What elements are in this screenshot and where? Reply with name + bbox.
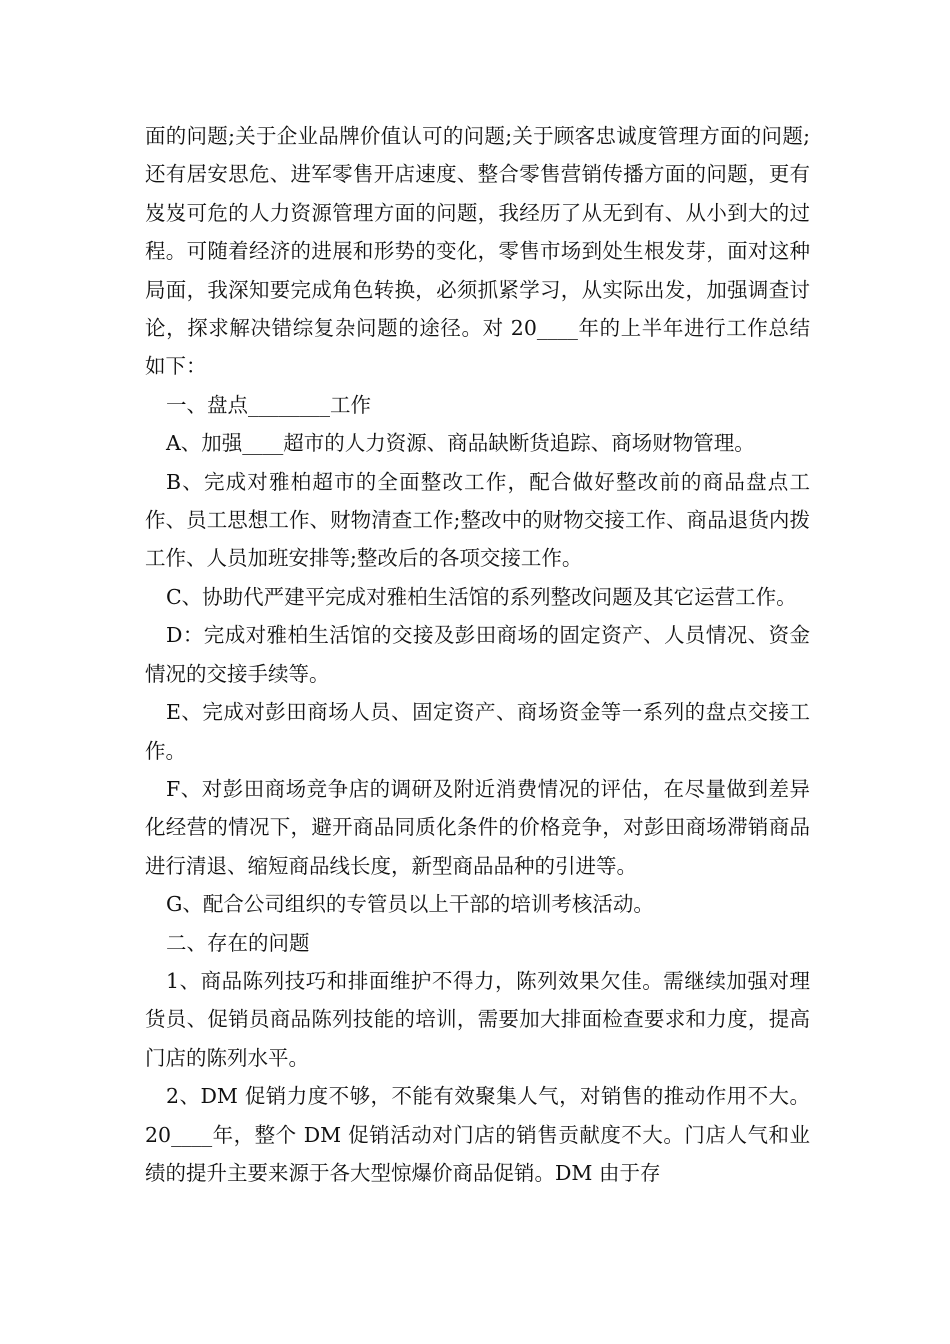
issue-item-1: 1、商品陈列技巧和排面维护不得力，陈列效果欠佳。需继续加强对理货员、促销员商品陈列技能的培训，需要加大排面检查要求和力度，提高门店的陈列水平。 — [145, 968, 810, 1070]
list-item-g: G、配合公司组织的专管员以上干部的培训考核活动。 — [166, 892, 654, 917]
list-item-e: E、完成对彭田商场人员、固定资产、商场资金等一系列的盘点交接工作。 — [145, 700, 810, 763]
issue-item-2: 2、DM 促销力度不够，不能有效聚集人气，对销售的推动作用不大。20____年，整个 DM 促销活动对门店的销售贡献度不大。门店人气和业绩的提升主要来源于各大型惊爆价商品促销。DM 由于存 — [145, 1084, 810, 1185]
list-item-c: C、协助代严建平完成对雅柏生活馆的系列整改问题及其它运营工作。 — [166, 584, 797, 609]
document-body — [145, 117, 810, 1192]
section-heading-1: 一、盘点________工作 — [166, 392, 371, 417]
list-item-b: B、完成对雅柏超市的全面整改工作，配合做好整改前的商品盘点工作、员工思想工作、财物清查工作;整改中的财物交接工作、商品退货内拨工作、人员加班安排等;整改后的各项交接工作。 — [145, 469, 810, 571]
list-item-a: A、加强____超市的人力资源、商品缺断货追踪、商场财物管理。 — [166, 431, 755, 456]
intro-paragraph: 面的问题;关于企业品牌价值认可的问题;关于顾客忠诚度管理方面的问题;还有居安思危、进军零售开店速度、整合零售营销传播方面的问题，更有岌岌可危的人力资源管理方面的问题，我经历了从无到有、从小到大的过程。可随着经济的进展和形势的变化，零售市场到处生根发芽，面对这种局面，我深知要完成角色转换，必须抓紧学习，从实际出发，加强调查讨论，探求解决错综复杂问题的途径。对 20____年的上半年进行工作总结如下： — [145, 124, 810, 379]
section-heading-2: 二、存在的问题 — [166, 930, 310, 955]
list-item-f: F、对彭田商场竞争店的调研及附近消费情况的评估，在尽量做到差异化经营的情况下，避开商品同质化条件的价格竞争，对彭田商场滞销商品进行清退、缩短商品线长度，新型商品品种的引进等。 — [145, 776, 810, 878]
list-item-d: D：完成对雅柏生活馆的交接及彭田商场的固定资产、人员情况、资金情况的交接手续等。 — [145, 623, 810, 686]
